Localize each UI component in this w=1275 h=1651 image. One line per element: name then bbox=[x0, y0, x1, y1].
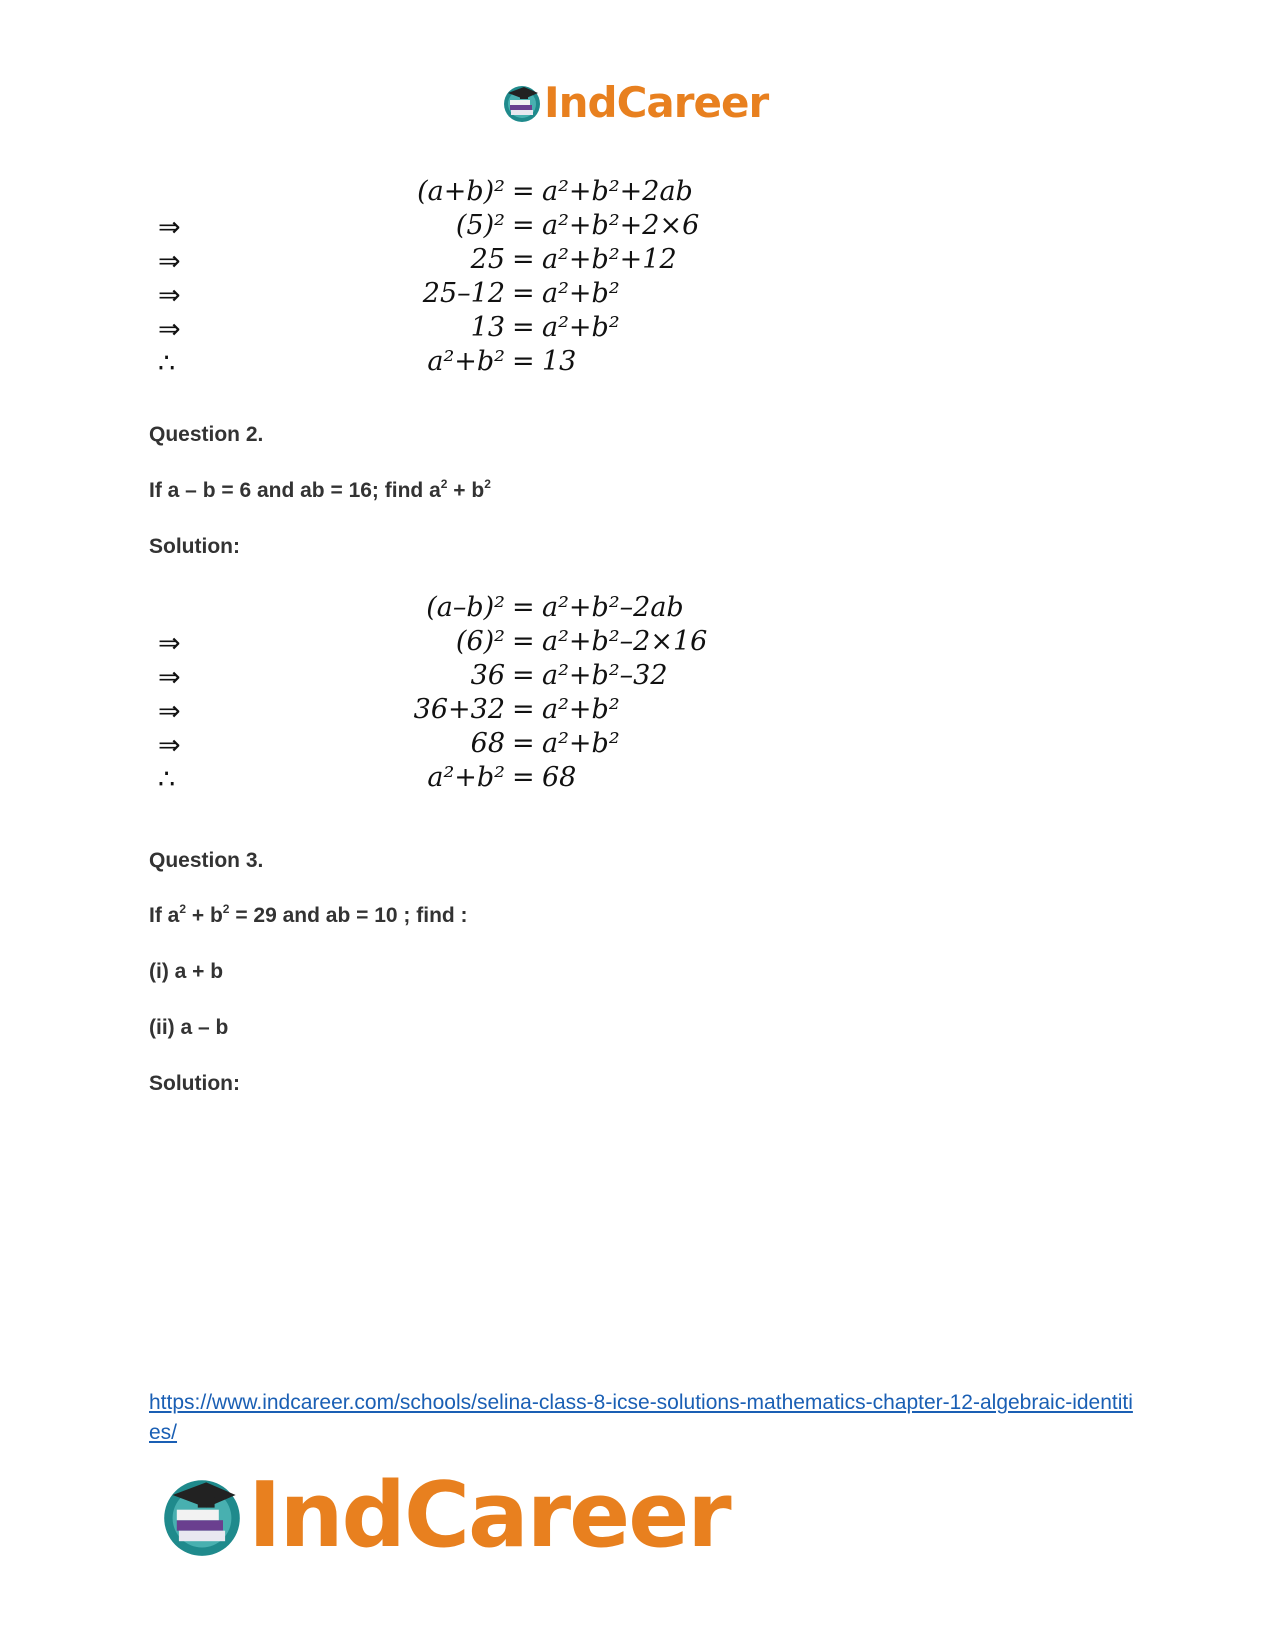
question-3-title: Question 3. bbox=[149, 849, 264, 872]
equation-row: (a–b)² = a²+b²–2ab bbox=[426, 592, 684, 623]
equation-row: ⇒ 25 = a²+b²+12 bbox=[158, 244, 677, 277]
equation-row: ∴ a²+b² = 68 bbox=[158, 762, 577, 795]
equation-row: ⇒ 25–12 = a²+b² bbox=[158, 278, 620, 311]
equation-row: ⇒ 68 = a²+b² bbox=[158, 728, 620, 761]
footer-logo bbox=[160, 1463, 730, 1568]
question-2-title: Question 2. bbox=[149, 423, 264, 446]
question-2-statement: If a – b = 6 and ab = 16; find $a^2 + b^2$ bbox=[149, 477, 491, 502]
question-3-part-ii: (ii) a – b bbox=[149, 1016, 229, 1039]
equation-row: ⇒ 36 = a²+b²–32 bbox=[158, 660, 668, 693]
equation-row: ∴ a²+b² = 13 bbox=[158, 346, 577, 379]
equation-block-2 bbox=[150, 592, 708, 796]
question-3-solution-label: Solution: bbox=[149, 1072, 240, 1095]
equation-block-1 bbox=[150, 176, 700, 380]
question-3-part-i: (i) a + b bbox=[149, 960, 224, 983]
equation-row: ⇒ 13 = a²+b² bbox=[158, 312, 620, 345]
question-3-statement: If $a^2 + b^2 = 29$ and ab = 10 ; find : bbox=[149, 902, 468, 927]
equation-row: ⇒ 36+32 = a²+b² bbox=[158, 694, 620, 727]
logo-text: IndCareer bbox=[544, 78, 769, 127]
equation-row: ⇒ (5)² = a²+b²+2×6 bbox=[158, 210, 700, 243]
question-2-solution-label: Solution: bbox=[149, 535, 240, 558]
equation-row: ⇒ (6)² = a²+b²–2×16 bbox=[158, 626, 708, 659]
logo-text: IndCareer bbox=[248, 1463, 730, 1568]
source-link[interactable]: https://www.indcareer.com/schools/selina-class-8-icse-solutions-mathematics-chapter-12-algebraic-identities/ bbox=[149, 1391, 1133, 1444]
graduation-book-icon bbox=[502, 83, 542, 123]
graduation-book-icon bbox=[160, 1474, 244, 1558]
equation-row: (a+b)² = a²+b²+2ab bbox=[417, 176, 693, 207]
header-logo bbox=[502, 78, 768, 127]
